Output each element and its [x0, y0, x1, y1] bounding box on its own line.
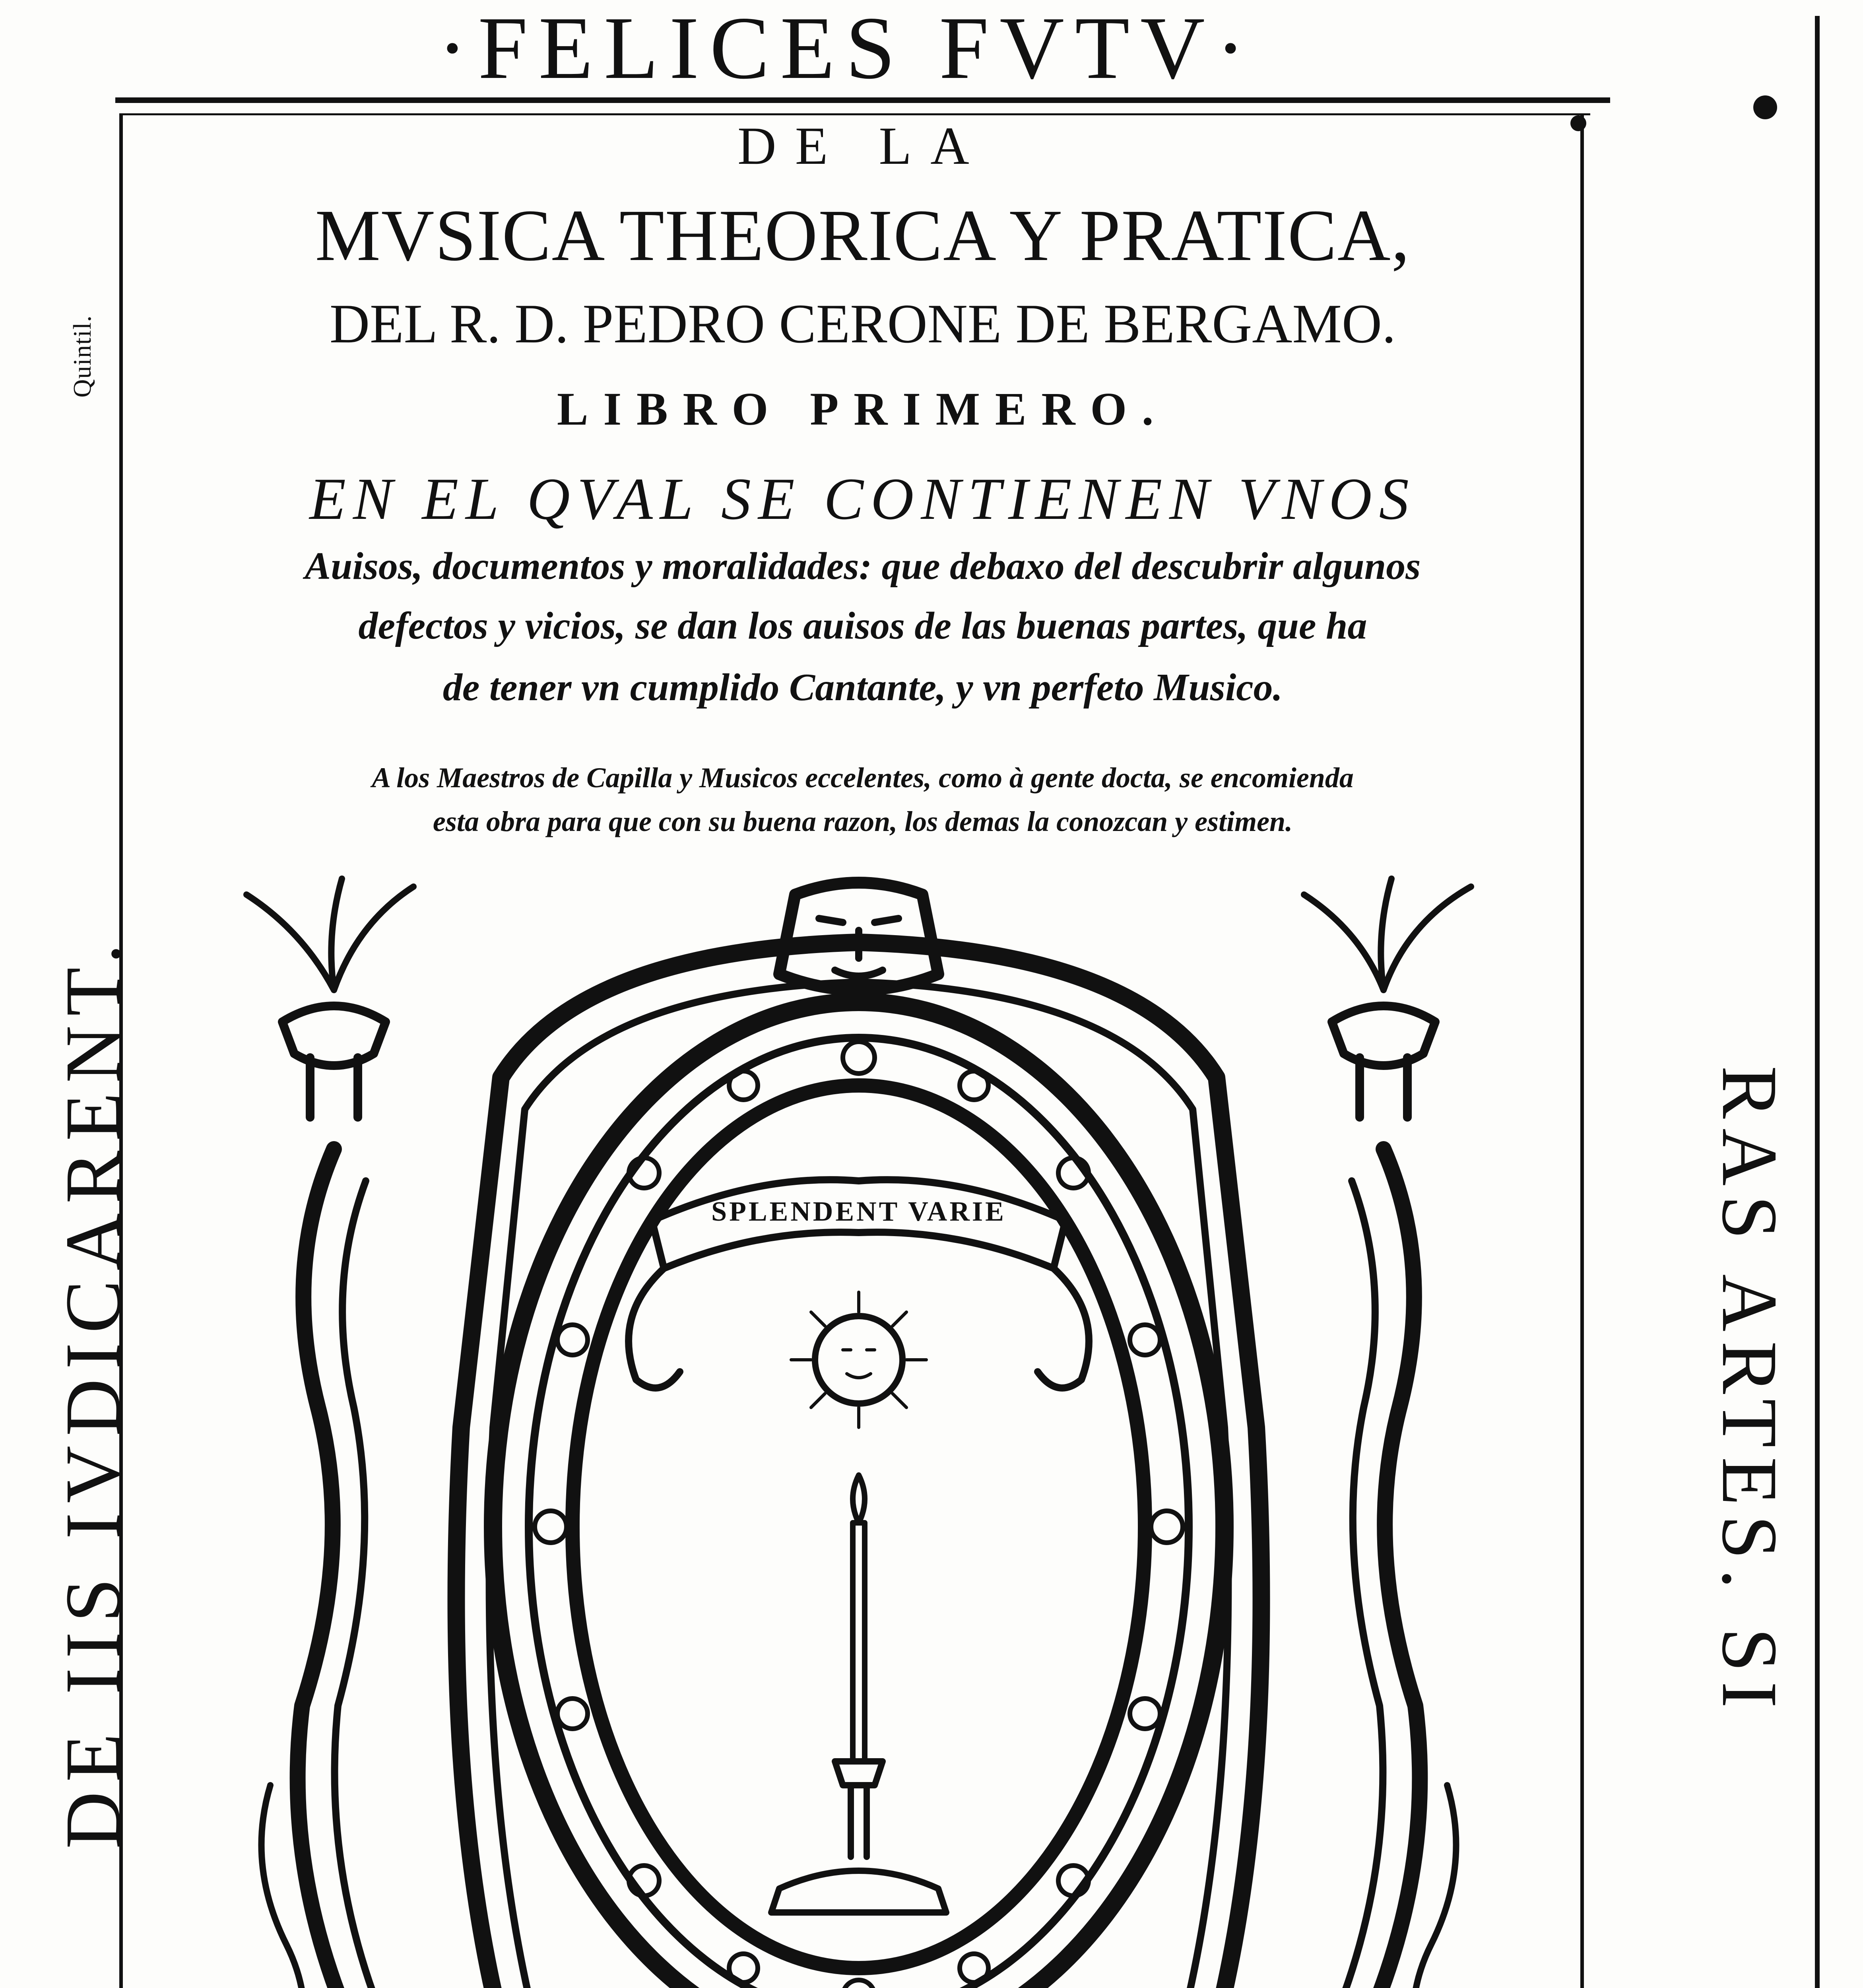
description-line-3: defectos y vicios, se dan los auisos de las buenas partes, que ha — [358, 604, 1367, 647]
left-urn — [282, 1006, 386, 1117]
dedication-line-2: esta obra para que con su buena razon, los demas la conozcan y estimen. — [433, 806, 1293, 837]
emblem-motto: SPLENDENT VARIE — [711, 1196, 1006, 1227]
emblem-engraving — [223, 871, 1495, 1988]
left-figure — [298, 1149, 364, 1988]
sun-icon — [815, 1316, 902, 1404]
description-line-2: Auisos, documentos y moralidades: que debaxo del descubrir algunos — [305, 545, 1421, 588]
frame-right-text: RAS ARTES. SI — [1706, 1066, 1793, 1718]
dedication-line-1: A los Maestros de Capilla y Musicos eccelentes, como à gente docta, se encomienda — [372, 762, 1354, 794]
outer-right-rule — [1815, 16, 1820, 1988]
frame-left-small-text: Quintil. — [68, 315, 96, 398]
right-figure — [1353, 1149, 1420, 1988]
frame-top-text: ·FELICES FVTV· — [437, 0, 1256, 97]
candle — [853, 1523, 865, 1761]
ink-speck — [1570, 115, 1586, 131]
title-line-1: DE LA — [737, 116, 988, 176]
title-line-4: LIBRO PRIMERO. — [557, 383, 1169, 435]
frame-left-text: DE IIS IVDICARENT. — [49, 934, 137, 1849]
inner-top-rule — [119, 113, 1590, 115]
top-rule — [115, 97, 1610, 103]
right-urn — [1332, 1006, 1435, 1117]
title-line-2: MVSICA THEORICA Y PRATICA, — [315, 195, 1411, 276]
title-line-3: DEL R. D. PEDRO CERONE DE BERGAMO. — [329, 293, 1396, 355]
candle-flame-icon — [853, 1475, 865, 1523]
candlestick — [771, 1761, 946, 1912]
description-line-4: de tener vn cumplido Cantante, y vn perfeto Musico. — [442, 666, 1283, 709]
description-line-1: EN EL QVAL SE CONTIENEN VNOS — [309, 466, 1416, 532]
ink-speck — [1753, 95, 1777, 119]
